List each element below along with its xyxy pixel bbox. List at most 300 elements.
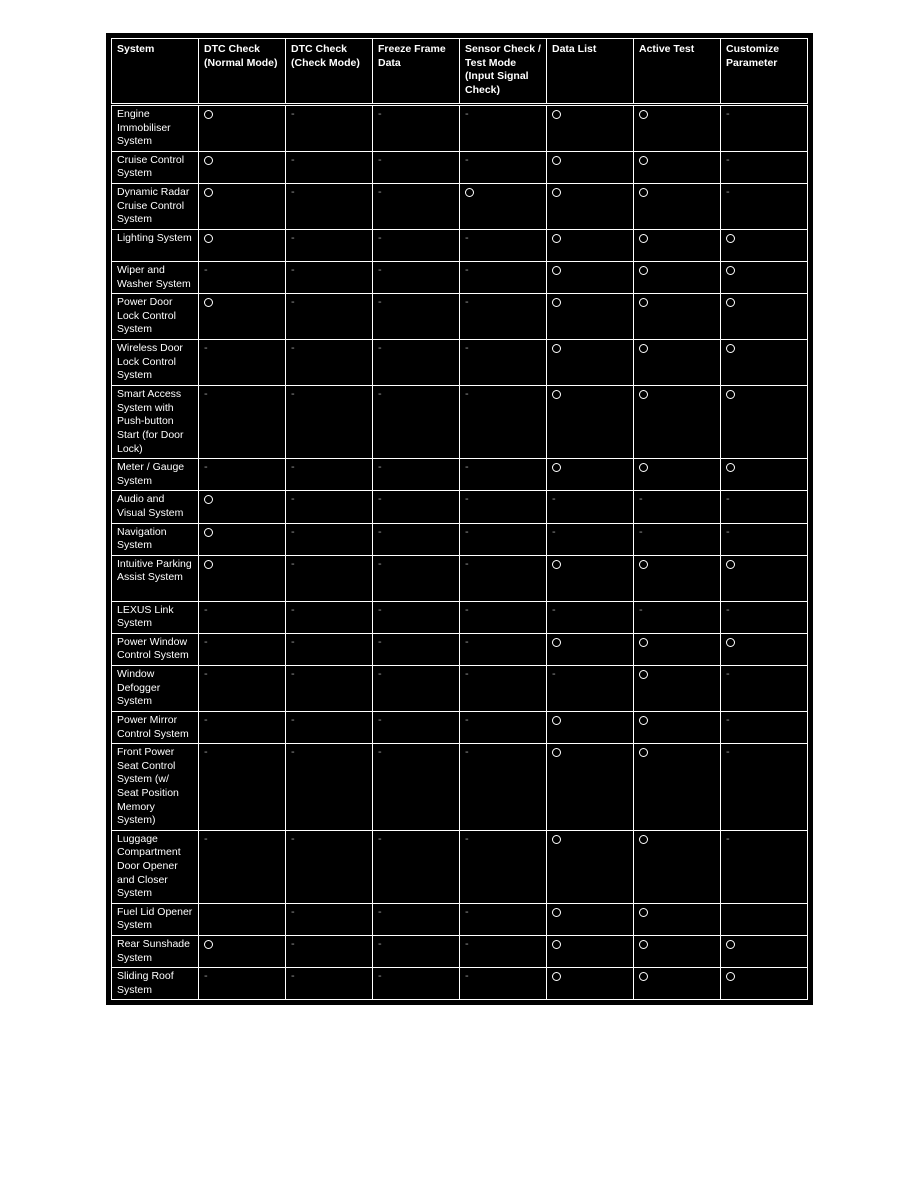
- support-cell: [199, 151, 286, 183]
- support-cell: [460, 105, 547, 152]
- support-cell: [547, 903, 634, 935]
- support-cell: [286, 491, 373, 523]
- support-cell: [199, 830, 286, 903]
- support-cell: [286, 105, 373, 152]
- not-supported-dash: -: [291, 905, 295, 918]
- not-supported-dash: -: [465, 832, 469, 845]
- table-row: [112, 151, 808, 183]
- not-supported-dash: -: [204, 635, 208, 648]
- support-cell: [373, 903, 460, 935]
- support-cell: [460, 744, 547, 831]
- not-supported-dash: -: [726, 153, 730, 166]
- not-supported-dash: -: [465, 108, 469, 120]
- not-supported-dash: -: [291, 603, 295, 616]
- not-supported-dash: -: [204, 342, 208, 355]
- support-cell: [286, 183, 373, 229]
- support-cell: [721, 633, 808, 665]
- not-supported-dash: -: [465, 635, 469, 648]
- support-cell: [547, 712, 634, 744]
- support-cell: [721, 151, 808, 183]
- support-cell: [373, 633, 460, 665]
- system-name-cell: LEXUS Link System: [112, 601, 199, 633]
- support-cell: [373, 830, 460, 903]
- support-cell: [721, 386, 808, 459]
- support-cell: [373, 601, 460, 633]
- supported-circle-icon: [552, 940, 561, 949]
- support-cell: [199, 229, 286, 261]
- support-cell: [199, 340, 286, 386]
- supported-circle-icon: [552, 463, 561, 472]
- header-freeze-frame: Freeze Frame Data: [373, 39, 460, 105]
- support-cell: [721, 523, 808, 555]
- support-cell: [634, 666, 721, 712]
- support-cell: [460, 555, 547, 601]
- not-supported-dash: -: [378, 557, 382, 570]
- header-sensor-check: Sensor Check / Test Mode (Input Signal Check): [460, 39, 547, 105]
- supported-circle-icon: [639, 266, 648, 275]
- table-row: [112, 340, 808, 386]
- not-supported-dash: -: [378, 970, 382, 983]
- support-cell: [721, 294, 808, 340]
- not-supported-dash: -: [204, 461, 208, 474]
- support-cell: [634, 340, 721, 386]
- supported-circle-icon: [639, 972, 648, 981]
- support-cell: [547, 229, 634, 261]
- not-supported-dash: -: [465, 493, 469, 506]
- not-supported-dash: -: [291, 525, 295, 538]
- not-supported-dash: -: [291, 714, 295, 727]
- table-row: [112, 555, 808, 601]
- support-cell: [199, 555, 286, 601]
- support-cell: [199, 294, 286, 340]
- support-cell: [199, 459, 286, 491]
- not-supported-dash: -: [204, 668, 208, 681]
- support-cell: [634, 903, 721, 935]
- support-cell: [547, 523, 634, 555]
- support-cell: [547, 183, 634, 229]
- support-cell: [721, 183, 808, 229]
- supported-circle-icon: [726, 234, 735, 243]
- system-name-cell: Fuel Lid Opener System: [112, 903, 199, 935]
- not-supported-dash: -: [639, 525, 643, 538]
- table-row: [112, 229, 808, 261]
- support-cell: [286, 459, 373, 491]
- support-cell: [547, 633, 634, 665]
- not-supported-dash: -: [204, 832, 208, 845]
- support-cell: [547, 261, 634, 293]
- support-cell: [199, 666, 286, 712]
- support-cell: [286, 340, 373, 386]
- support-cell: [547, 294, 634, 340]
- not-supported-dash: -: [726, 668, 730, 681]
- not-supported-dash: -: [204, 603, 208, 616]
- not-supported-dash: -: [291, 231, 295, 244]
- support-cell: [286, 261, 373, 293]
- support-cell: [460, 183, 547, 229]
- supported-circle-icon: [726, 463, 735, 472]
- not-supported-dash: -: [465, 746, 469, 759]
- not-supported-dash: -: [465, 388, 469, 401]
- supported-circle-icon: [639, 560, 648, 569]
- support-cell: [199, 935, 286, 967]
- support-cell: [286, 712, 373, 744]
- header-dtc-check: DTC Check (Check Mode): [286, 39, 373, 105]
- support-cell: [460, 601, 547, 633]
- support-cell: [634, 261, 721, 293]
- not-supported-dash: -: [291, 493, 295, 506]
- diagnostic-function-table: [111, 38, 808, 1000]
- not-supported-dash: -: [726, 746, 730, 759]
- support-cell: [721, 229, 808, 261]
- support-cell: [460, 666, 547, 712]
- support-cell: [286, 830, 373, 903]
- support-cell: [373, 105, 460, 152]
- supported-circle-icon: [726, 940, 735, 949]
- supported-circle-icon: [552, 234, 561, 243]
- supported-circle-icon: [552, 560, 561, 569]
- support-cell: [373, 340, 460, 386]
- support-cell: [373, 935, 460, 967]
- support-cell: [373, 555, 460, 601]
- support-cell: [721, 903, 808, 935]
- support-cell: [547, 491, 634, 523]
- system-name-cell: Wireless Door Lock Control System: [112, 340, 199, 386]
- supported-circle-icon: [552, 638, 561, 647]
- not-supported-dash: -: [465, 970, 469, 983]
- not-supported-dash: -: [465, 937, 469, 950]
- support-cell: [460, 903, 547, 935]
- table-row: [112, 105, 808, 152]
- table-panel: [106, 33, 813, 1005]
- support-cell: [373, 183, 460, 229]
- system-name-cell: Audio and Visual System: [112, 491, 199, 523]
- supported-circle-icon: [552, 835, 561, 844]
- support-cell: [460, 935, 547, 967]
- support-cell: [634, 183, 721, 229]
- support-cell: [634, 229, 721, 261]
- not-supported-dash: -: [291, 153, 295, 166]
- supported-circle-icon: [639, 298, 648, 307]
- not-supported-dash: -: [291, 185, 295, 198]
- support-cell: [373, 523, 460, 555]
- system-name-cell: Intuitive Parking Assist System: [112, 555, 199, 601]
- support-cell: [286, 151, 373, 183]
- system-name-cell: Meter / Gauge System: [112, 459, 199, 491]
- supported-circle-icon: [204, 234, 213, 243]
- support-cell: [286, 229, 373, 261]
- not-supported-dash: -: [378, 603, 382, 616]
- support-cell: [373, 712, 460, 744]
- not-supported-dash: -: [465, 231, 469, 244]
- not-supported-dash: -: [378, 461, 382, 474]
- support-cell: [634, 830, 721, 903]
- not-supported-dash: -: [552, 603, 556, 616]
- support-cell: [721, 968, 808, 1000]
- header-data-list: Data List: [547, 39, 634, 105]
- supported-circle-icon: [639, 716, 648, 725]
- support-cell: [286, 744, 373, 831]
- not-supported-dash: -: [378, 263, 382, 276]
- support-cell: [373, 666, 460, 712]
- supported-circle-icon: [552, 390, 561, 399]
- supported-circle-icon: [639, 390, 648, 399]
- support-cell: [460, 712, 547, 744]
- support-cell: [199, 105, 286, 152]
- support-cell: [286, 935, 373, 967]
- supported-circle-icon: [204, 188, 213, 197]
- support-cell: [373, 261, 460, 293]
- supported-circle-icon: [639, 110, 648, 119]
- table-row: [112, 666, 808, 712]
- not-supported-dash: -: [378, 153, 382, 166]
- system-name-cell: Front Power Seat Control System (w/ Seat Position Memory System): [112, 744, 199, 831]
- supported-circle-icon: [639, 638, 648, 647]
- supported-circle-icon: [639, 463, 648, 472]
- not-supported-dash: -: [465, 668, 469, 681]
- header-row: [112, 39, 808, 105]
- support-cell: [721, 261, 808, 293]
- not-supported-dash: -: [378, 108, 382, 120]
- support-cell: [634, 105, 721, 152]
- support-cell: [634, 151, 721, 183]
- not-supported-dash: -: [378, 905, 382, 918]
- supported-circle-icon: [639, 344, 648, 353]
- table-row: [112, 633, 808, 665]
- support-cell: [721, 340, 808, 386]
- support-cell: [721, 555, 808, 601]
- table-row: [112, 968, 808, 1000]
- system-name-cell: Luggage Compartment Door Opener and Closer System: [112, 830, 199, 903]
- support-cell: [286, 601, 373, 633]
- not-supported-dash: -: [726, 493, 730, 506]
- system-name-cell: Engine Immobiliser System: [112, 105, 199, 152]
- support-cell: [634, 601, 721, 633]
- not-supported-dash: -: [726, 185, 730, 198]
- supported-circle-icon: [726, 344, 735, 353]
- not-supported-dash: -: [639, 603, 643, 616]
- not-supported-dash: -: [204, 263, 208, 276]
- support-cell: [547, 666, 634, 712]
- table-row: [112, 386, 808, 459]
- supported-circle-icon: [552, 344, 561, 353]
- support-cell: [199, 261, 286, 293]
- supported-circle-icon: [726, 390, 735, 399]
- supported-circle-icon: [639, 670, 648, 679]
- supported-circle-icon: [726, 638, 735, 647]
- support-cell: [460, 229, 547, 261]
- not-supported-dash: -: [291, 296, 295, 309]
- not-supported-dash: -: [465, 342, 469, 355]
- support-cell: [721, 601, 808, 633]
- support-cell: [721, 744, 808, 831]
- not-supported-dash: -: [204, 714, 208, 727]
- supported-circle-icon: [639, 748, 648, 757]
- support-cell: [373, 151, 460, 183]
- support-cell: [373, 459, 460, 491]
- support-cell: [547, 968, 634, 1000]
- support-cell: [373, 491, 460, 523]
- table-row: [112, 523, 808, 555]
- support-cell: [199, 386, 286, 459]
- not-supported-dash: -: [465, 263, 469, 276]
- support-cell: [199, 491, 286, 523]
- not-supported-dash: -: [204, 388, 208, 401]
- system-name-cell: Smart Access System with Push-button Start (for Door Lock): [112, 386, 199, 459]
- support-cell: [286, 666, 373, 712]
- support-cell: [460, 386, 547, 459]
- not-supported-dash: -: [378, 832, 382, 845]
- not-supported-dash: -: [291, 342, 295, 355]
- support-cell: [286, 968, 373, 1000]
- table-row: [112, 491, 808, 523]
- header-system: System: [112, 39, 199, 105]
- not-supported-dash: -: [552, 493, 556, 506]
- support-cell: [721, 105, 808, 152]
- system-name-cell: Power Door Lock Control System: [112, 294, 199, 340]
- supported-circle-icon: [726, 298, 735, 307]
- not-supported-dash: -: [291, 970, 295, 983]
- support-cell: [286, 555, 373, 601]
- system-name-cell: Cruise Control System: [112, 151, 199, 183]
- supported-circle-icon: [204, 560, 213, 569]
- support-cell: [634, 294, 721, 340]
- support-cell: [634, 459, 721, 491]
- supported-circle-icon: [726, 972, 735, 981]
- table-row: [112, 601, 808, 633]
- not-supported-dash: -: [465, 296, 469, 309]
- not-supported-dash: -: [378, 185, 382, 198]
- not-supported-dash: -: [378, 342, 382, 355]
- supported-circle-icon: [639, 940, 648, 949]
- not-supported-dash: -: [639, 493, 643, 506]
- table-row: [112, 903, 808, 935]
- support-cell: [721, 666, 808, 712]
- supported-circle-icon: [204, 156, 213, 165]
- support-cell: [199, 968, 286, 1000]
- not-supported-dash: -: [291, 108, 295, 120]
- supported-circle-icon: [552, 188, 561, 197]
- support-cell: [721, 491, 808, 523]
- support-cell: [634, 935, 721, 967]
- support-cell: [373, 386, 460, 459]
- supported-circle-icon: [204, 528, 213, 537]
- support-cell: [460, 151, 547, 183]
- support-cell: [286, 633, 373, 665]
- not-supported-dash: -: [378, 525, 382, 538]
- support-cell: [634, 523, 721, 555]
- not-supported-dash: -: [291, 557, 295, 570]
- system-name-cell: Navigation System: [112, 523, 199, 555]
- supported-circle-icon: [726, 560, 735, 569]
- supported-circle-icon: [639, 234, 648, 243]
- support-cell: [460, 261, 547, 293]
- not-supported-dash: -: [378, 231, 382, 244]
- support-cell: [373, 229, 460, 261]
- not-supported-dash: -: [291, 635, 295, 648]
- support-cell: [286, 294, 373, 340]
- not-supported-dash: -: [465, 714, 469, 727]
- support-cell: [547, 105, 634, 152]
- table-row: [112, 744, 808, 831]
- not-supported-dash: -: [465, 905, 469, 918]
- supported-circle-icon: [204, 940, 213, 949]
- support-cell: [199, 712, 286, 744]
- not-supported-dash: -: [465, 557, 469, 570]
- system-name-cell: Sliding Roof System: [112, 968, 199, 1000]
- not-supported-dash: -: [291, 746, 295, 759]
- support-cell: [547, 151, 634, 183]
- table-row: [112, 712, 808, 744]
- table-row: [112, 459, 808, 491]
- system-name-cell: Rear Sunshade System: [112, 935, 199, 967]
- supported-circle-icon: [726, 266, 735, 275]
- support-cell: [634, 491, 721, 523]
- support-cell: [286, 903, 373, 935]
- support-cell: [634, 633, 721, 665]
- support-cell: [547, 459, 634, 491]
- supported-circle-icon: [552, 748, 561, 757]
- table-row: [112, 261, 808, 293]
- supported-circle-icon: [204, 298, 213, 307]
- support-cell: [721, 712, 808, 744]
- support-cell: [547, 340, 634, 386]
- not-supported-dash: -: [726, 714, 730, 727]
- system-name-cell: Dynamic Radar Cruise Control System: [112, 183, 199, 229]
- system-name-cell: Power Window Control System: [112, 633, 199, 665]
- system-name-cell: Power Mirror Control System: [112, 712, 199, 744]
- support-cell: [547, 555, 634, 601]
- support-cell: [460, 830, 547, 903]
- not-supported-dash: -: [465, 153, 469, 166]
- system-name-cell: Lighting System: [112, 229, 199, 261]
- not-supported-dash: -: [378, 388, 382, 401]
- not-supported-dash: -: [465, 603, 469, 616]
- table-row: [112, 294, 808, 340]
- not-supported-dash: -: [378, 714, 382, 727]
- not-supported-dash: -: [465, 461, 469, 474]
- not-supported-dash: -: [291, 937, 295, 950]
- supported-circle-icon: [552, 266, 561, 275]
- not-supported-dash: -: [291, 461, 295, 474]
- table-row: [112, 183, 808, 229]
- supported-circle-icon: [465, 188, 474, 197]
- support-cell: [373, 294, 460, 340]
- support-cell: [373, 744, 460, 831]
- support-cell: [199, 523, 286, 555]
- header-customize: Customize Parameter: [721, 39, 808, 105]
- support-cell: [547, 601, 634, 633]
- supported-circle-icon: [552, 110, 561, 119]
- not-supported-dash: -: [204, 970, 208, 983]
- table-row: [112, 830, 808, 903]
- not-supported-dash: -: [465, 525, 469, 538]
- supported-circle-icon: [639, 156, 648, 165]
- support-cell: [634, 386, 721, 459]
- support-cell: [199, 601, 286, 633]
- supported-circle-icon: [552, 298, 561, 307]
- not-supported-dash: -: [204, 746, 208, 759]
- support-cell: [634, 744, 721, 831]
- support-cell: [199, 633, 286, 665]
- support-cell: [721, 935, 808, 967]
- header-dtc-normal: DTC Check (Normal Mode): [199, 39, 286, 105]
- header-active-test: Active Test: [634, 39, 721, 105]
- not-supported-dash: -: [291, 832, 295, 845]
- not-supported-dash: -: [726, 603, 730, 616]
- support-cell: [460, 633, 547, 665]
- supported-circle-icon: [639, 908, 648, 917]
- not-supported-dash: -: [291, 263, 295, 276]
